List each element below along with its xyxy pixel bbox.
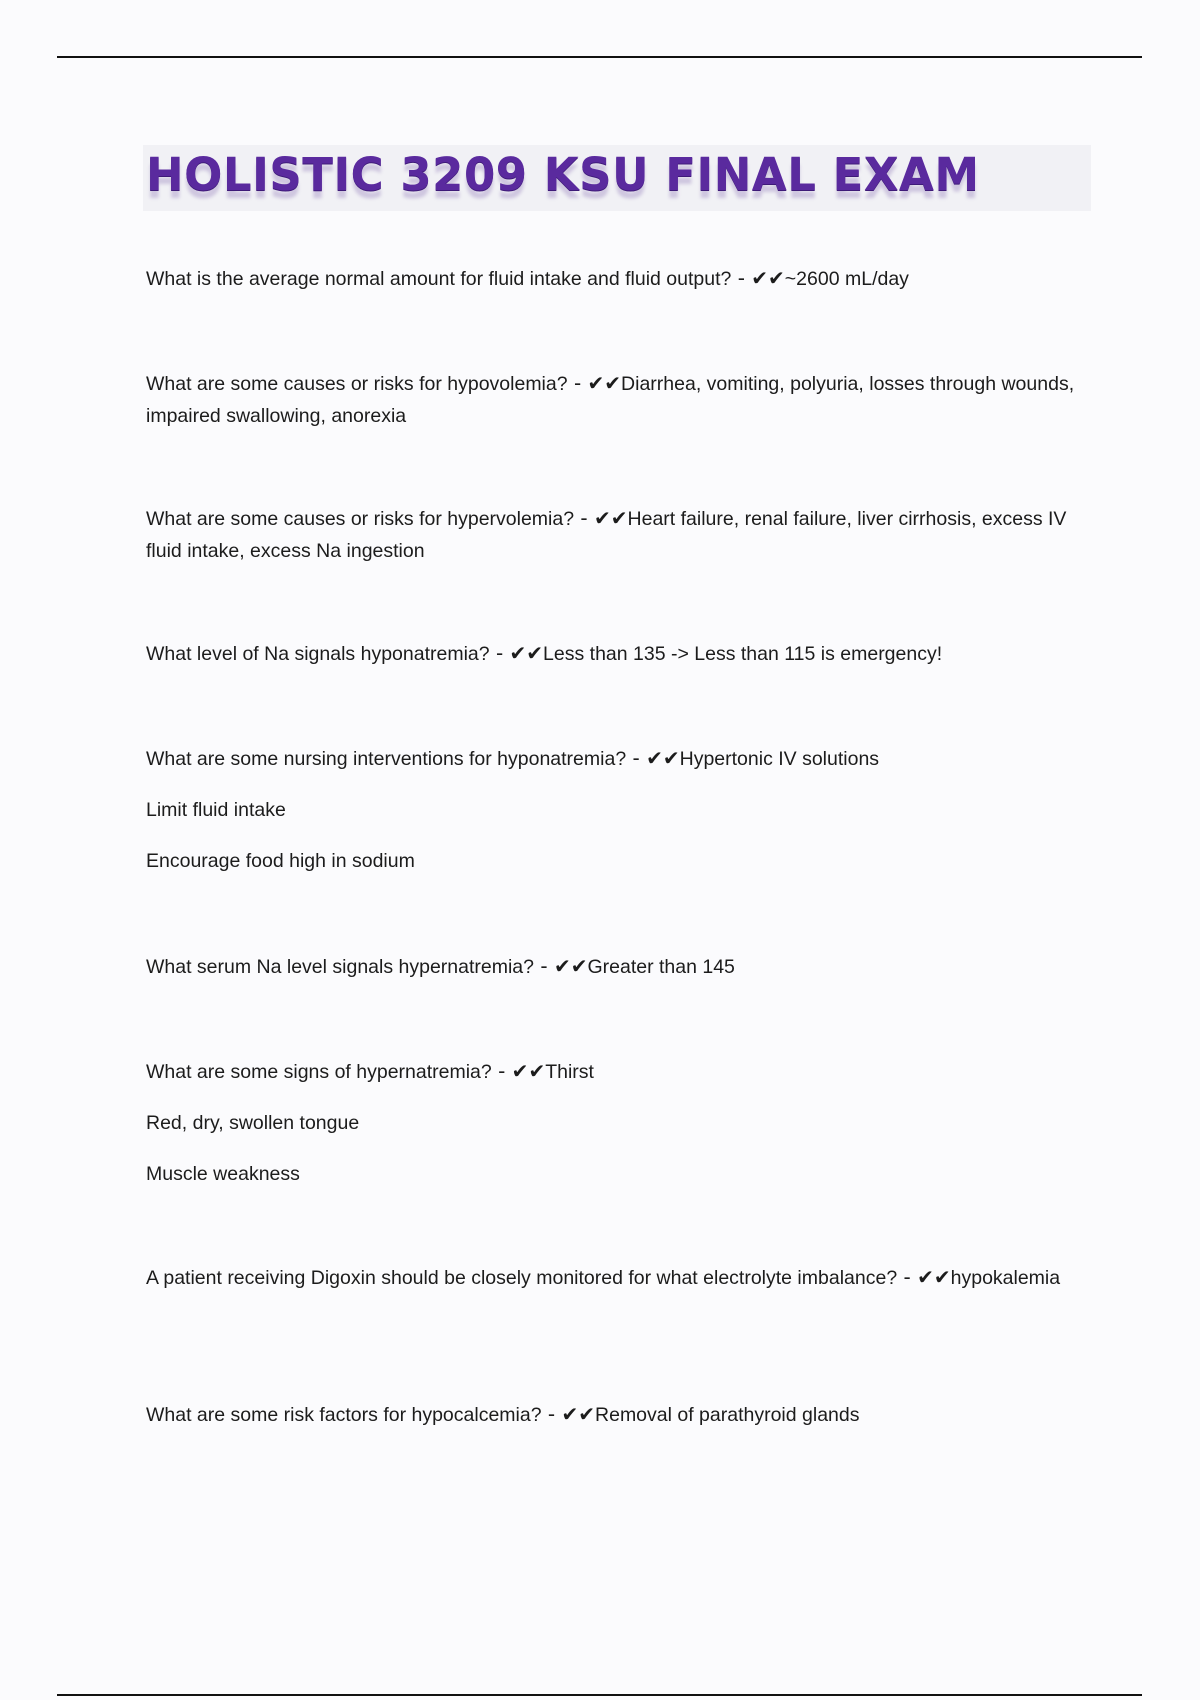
answer-marker: - ✔✔ — [489, 641, 544, 665]
qa-item — [146, 262, 1086, 295]
answer-text: Hypertonic IV solutions — [679, 748, 880, 770]
qa-item — [146, 502, 1086, 567]
answer-text: Heart failure, renal failure, liver cirrhosis, excess IV fluid intake, excess Na ingestion — [146, 508, 1067, 562]
qa-item — [146, 950, 1086, 983]
question-text: What level of Na signals hyponatremia? — [146, 643, 490, 665]
answer-marker: - ✔✔ — [541, 1402, 596, 1426]
answer-text: Greater than 145 — [587, 956, 735, 978]
footer-rule — [57, 1694, 1142, 1696]
answer-marker: - ✔✔ — [731, 266, 785, 290]
question-text: What are some nursing interventions for hyponatremia? — [146, 748, 627, 770]
answer-text: ~2600 mL/day — [784, 268, 909, 290]
answer-continuation: Red, dry, swollen tongue — [146, 1112, 360, 1134]
qa-item — [146, 1398, 1086, 1431]
answer-text: Thirst — [545, 1061, 594, 1083]
question-text: A patient receiving Digoxin should be closely monitored for what electrolyte imbalance? — [146, 1267, 898, 1289]
answer-text: hypokalemia — [950, 1267, 1061, 1289]
answer-continuation: Limit fluid intake — [146, 799, 286, 821]
answer-marker: - ✔✔ — [626, 746, 680, 770]
question-text: What is the average normal amount for fluid intake and fluid output? — [146, 268, 732, 290]
qa-item — [146, 637, 1086, 670]
header-rule — [57, 56, 1142, 58]
answer-text: Diarrhea, vomiting, polyuria, losses through wounds, impaired swallowing, anorexia — [146, 373, 1075, 427]
answer-marker: - ✔✔ — [567, 371, 622, 395]
answer-continuation: Encourage food high in sodium — [146, 850, 415, 872]
question-text: What serum Na level signals hypernatremia? — [146, 956, 535, 978]
answer-continuation: Muscle weakness — [146, 1163, 300, 1185]
question-text: What are some signs of hypernatremia? — [146, 1061, 492, 1083]
qa-item — [146, 367, 1086, 432]
qa-item — [146, 742, 1086, 775]
qa-item — [146, 1261, 1086, 1294]
answer-marker: - ✔✔ — [534, 954, 588, 978]
question-text: What are some causes or risks for hypervolemia? — [146, 508, 575, 530]
answer-text: Removal of parathyroid glands — [595, 1404, 860, 1426]
answer-marker: - ✔✔ — [574, 506, 628, 530]
qa-item — [146, 1055, 1086, 1088]
question-text: What are some risk factors for hypocalcemia? — [146, 1404, 542, 1426]
question-text: What are some causes or risks for hypovolemia? — [146, 373, 568, 395]
answer-text: Less than 135 -> Less than 115 is emergency! — [543, 643, 943, 665]
answer-marker: - ✔✔ — [491, 1059, 546, 1083]
page-title: HOLISTIC 3209 KSU FINAL EXAM — [146, 148, 980, 201]
answer-marker: - ✔✔ — [897, 1265, 951, 1289]
